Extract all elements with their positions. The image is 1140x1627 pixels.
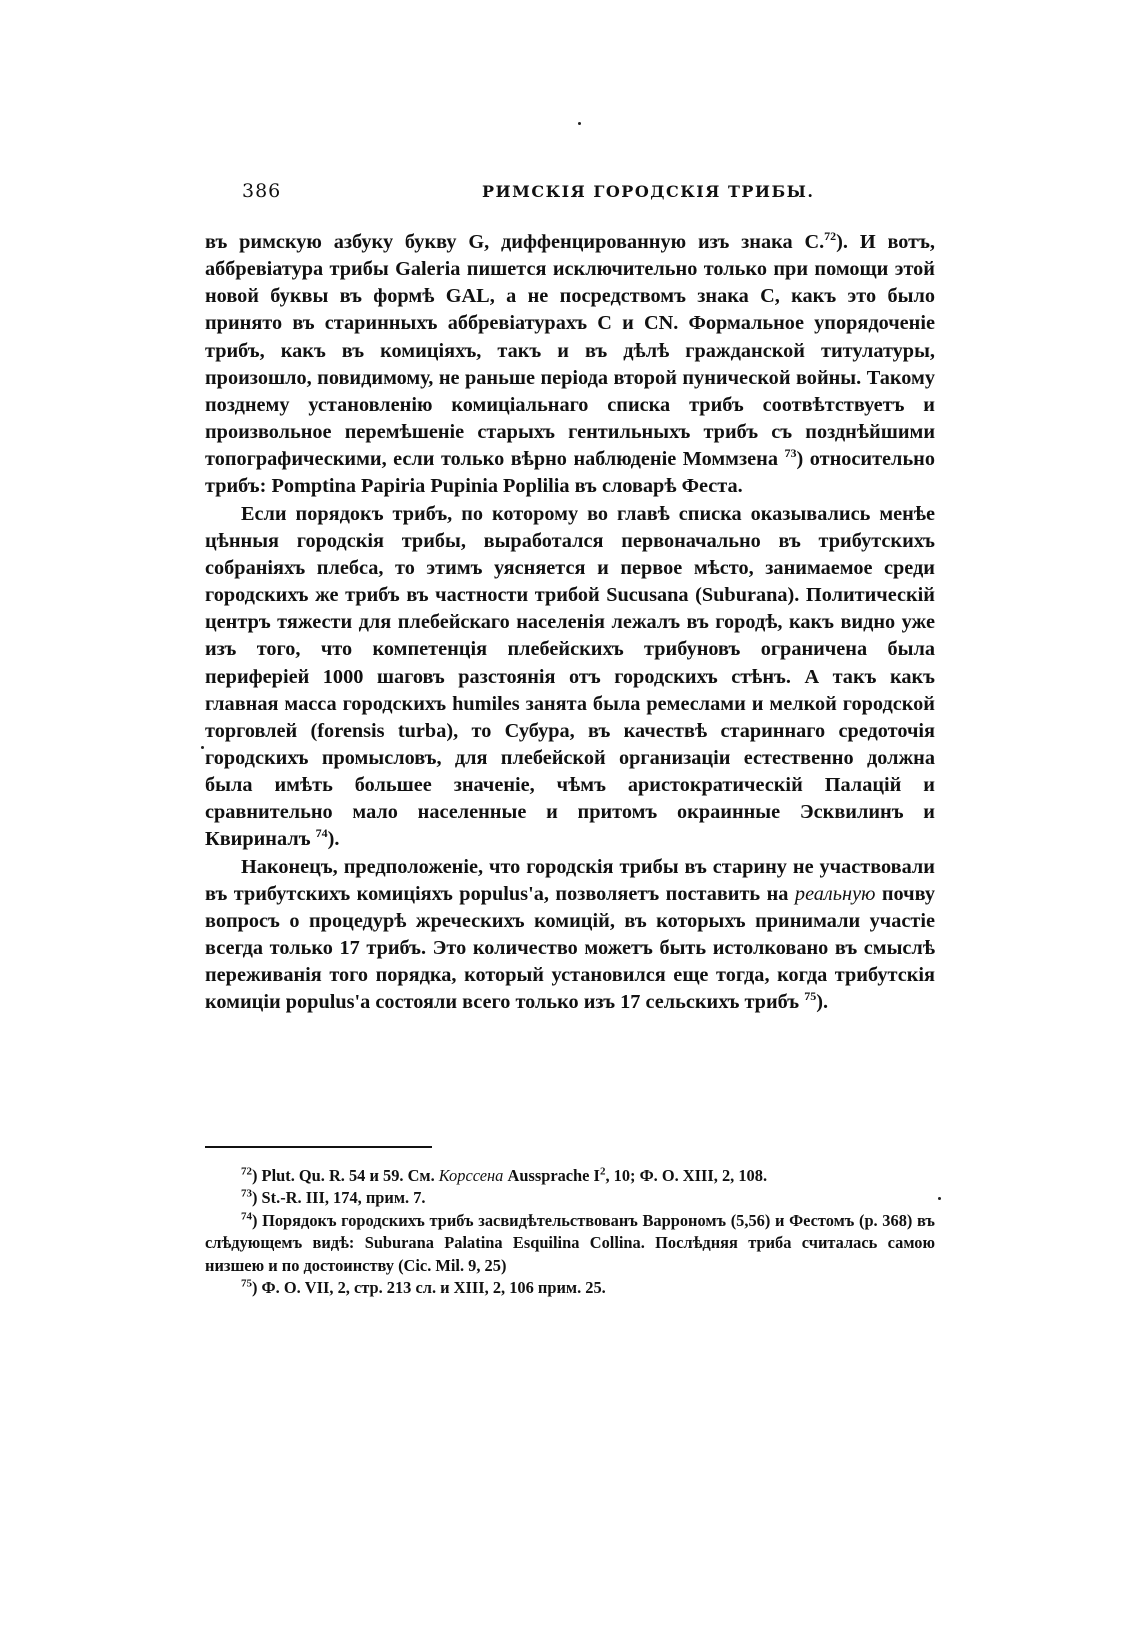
- page-number: 386: [242, 180, 282, 202]
- print-speck: [578, 122, 581, 125]
- body-text: [205, 229, 935, 1017]
- text-run: въ римскую азбуку букву G, диффенцированную изъ знака C.: [205, 231, 825, 253]
- print-speck: [201, 746, 204, 749]
- text-run: ).: [327, 828, 340, 851]
- footnote-72: [205, 1165, 935, 1187]
- footnote-number: 74: [241, 1210, 252, 1223]
- text-run: ) относительно трибъ: Pomptina Papiria Pupinia Poplilia въ словарѣ Феста.: [205, 448, 935, 498]
- text-run: ) Ф. О. VII, 2, стр. 213 сл. и XIII, 2, 106 прим. 25.: [252, 1278, 606, 1298]
- footnote-number: 72: [241, 1165, 252, 1178]
- text-run: , 10; Ф. О. XIII, 2, 108.: [605, 1166, 768, 1185]
- paragraph-3: [205, 854, 935, 1017]
- footnote-73: [205, 1187, 935, 1209]
- footnote-number: 75: [241, 1277, 252, 1290]
- footnote-74: [205, 1210, 935, 1277]
- footnote-ref-75: 75: [804, 989, 817, 1004]
- text-run: Aussprache I: [503, 1166, 600, 1185]
- text-run: Если порядокъ трибъ, по которому во главѣ списка оказывались менѣе цѣнныя городскія трибы, выработался первоначально въ трибутскихъ собраніяхъ плебса, то этимъ уясняется и первое мѣсто, занимаемое среди городскихъ же трибъ въ частности трибой Sucusana (Suburana). Политическій центръ тяжести для плебейскаго населенія лежалъ въ городѣ, какъ видно уже изъ того, что компетенція плебейскихъ трибуновъ ограничена была периферіей 1000 шаговъ разстоянія отъ городскихъ стѣнъ. А такъ какъ главная масса городскихъ humiles занята была ремеслами и мелкой городской торговлей (forensis turba), то Субура, въ качествѣ стариннаго средоточія городскихъ промысловъ, для плебейской организаціи естественно должна была имѣть большее значеніе, чѣмъ аристократическій Палацій и сравнительно мало населенные и притомъ окраинные Эсквилинъ и Квириналъ: [205, 502, 935, 851]
- superscript: 2: [599, 1165, 606, 1178]
- text-run: ). И вотъ, аббревіатура трибы Galeria пишется исключительно только при помощи этой новой буквы въ формѣ GAL, а не посредствомъ знака C, какъ это было принято въ старинныхъ аббревіатурахъ C и CN. Формальное упорядоченіе трибъ, какъ въ комиціяхъ, такъ и въ дѣлѣ гражданской титулатуры, произошло, повидимому, не раньше періода второй пунической войны. Такому позднему установленію комиціальнаго списка трибъ соотвѣтствуетъ и произвольное перемѣшеніе старыхъ гентильныхъ трибъ съ позднѣйшими топографическими, если только вѣрно наблюденіе Моммзена: [205, 231, 935, 471]
- print-speck: [938, 1197, 941, 1200]
- page-header: [242, 180, 935, 204]
- footnote-75: [205, 1277, 935, 1299]
- text-run: ) St.-R. III, 174, прим. 7.: [252, 1188, 426, 1208]
- footnotes: [205, 1165, 935, 1299]
- text-run: Наконецъ, предположеніе, что городскія трибы въ старину не участвовали въ трибутскихъ комиціяхъ populus'а, позволяетъ поставить на: [205, 855, 935, 905]
- text-run: ).: [816, 991, 829, 1014]
- italic-word: Корссена: [438, 1166, 504, 1185]
- italic-word: реальную: [794, 882, 876, 905]
- footnote-divider: [205, 1146, 432, 1148]
- footnote-ref-73: 73: [784, 446, 797, 461]
- paragraph-2: [205, 501, 935, 854]
- paragraph-1: [205, 229, 935, 501]
- footnote-number: 73: [241, 1187, 252, 1200]
- text-run: почву вопросъ о процедурѣ жреческихъ комицій, въ которыхъ принимали участіе всегда только 17 трибъ. Это количество можетъ быть истолковано въ смыслѣ переживанія того порядка, который установился еще тогда, когда трибутскія комиціи populus'а состояли всего только изъ 17 сельскихъ трибъ: [205, 882, 935, 1014]
- text-run: ) Plut. Qu. R. 54 и 59. См.: [252, 1166, 439, 1185]
- footnote-ref-72: 72: [824, 229, 837, 244]
- text-run: ) Порядокъ городскихъ трибъ засвидѣтельствованъ Варрономъ (5,56) и Фестомъ (p. 368) въ слѣдующемъ видѣ: Suburana Palatina Esquilina Collina. Послѣдняя триба считалась самою низшею и по достоинству (Cic. Mil. 9, 25): [205, 1210, 935, 1275]
- footnote-ref-74: 74: [315, 826, 328, 841]
- running-title: РИМСКІЯ ГОРОДСКІЯ ТРИБЫ.: [482, 182, 815, 201]
